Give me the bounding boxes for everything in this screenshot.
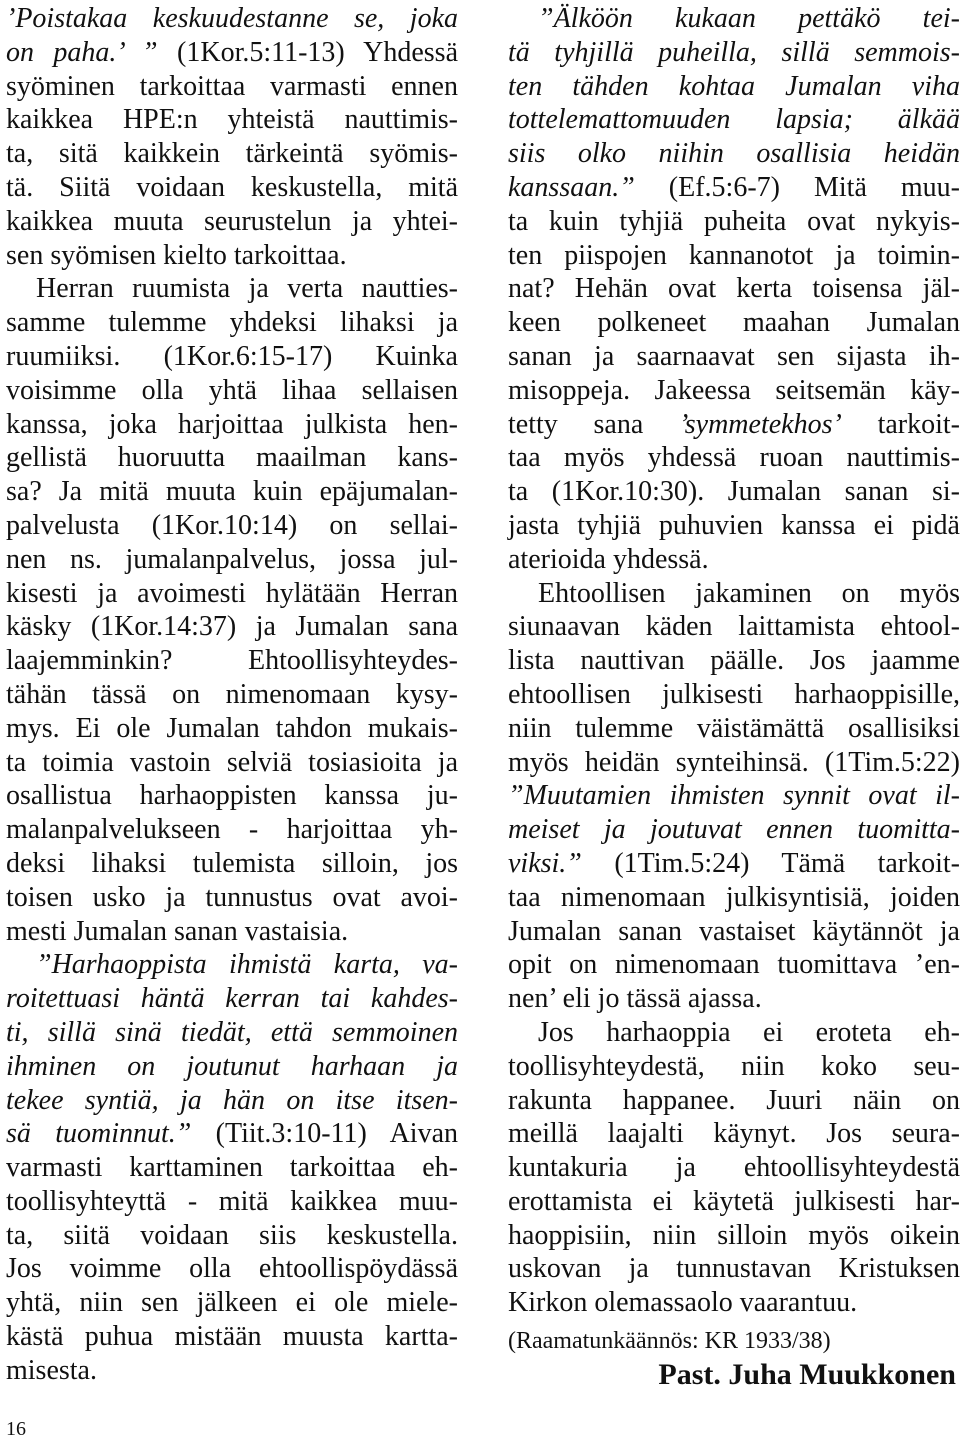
text-line: niin tulemme väistämättä osallisiksi <box>508 712 960 744</box>
text-line: mys. Ei ole Jumalan tahdon mukais- <box>6 712 458 744</box>
text-line: deksi lihaksi tulemista silloin, jos <box>6 847 458 879</box>
text-line: lista nauttivan päälle. Jos jaamme <box>508 645 960 677</box>
text-line: voisimme olla yhtä lihaa sellaisen <box>6 374 458 406</box>
right-column <box>508 2 960 1320</box>
left-column <box>6 2 458 1388</box>
text-line: ehtoollisen julkisesti harhaoppisille, <box>508 678 960 710</box>
text-line: Jos voimme olla ehtoollispöydässä <box>6 1253 458 1285</box>
text-line: viksi.” (1Tim.5:24) Tämä tarkoit- <box>508 847 960 879</box>
text-line: tä. Siitä voidaan keskustella, mitä <box>6 171 458 203</box>
text-line: gellistä huoruutta maailman kans- <box>6 442 458 474</box>
text-line: ta kuin tyhjiä puheita ovat nykyis- <box>508 205 960 237</box>
text-line: taa nimenomaan julkisyntisiä, joiden <box>508 881 960 913</box>
author-signature: Past. Juha Muukkonen <box>658 1358 956 1391</box>
text-line: Ehtoollisen jakaminen on myös <box>538 577 960 609</box>
text-line: ta, siitä voidaan siis keskustella. <box>6 1219 458 1251</box>
text-line: tähän tässä on nimenomaan kysy- <box>6 678 458 710</box>
text-line: ta, sitä kaikkein tärkeintä syömis- <box>6 138 458 170</box>
text-line: tekee syntiä, ja hän on itse itsen- <box>6 1084 458 1116</box>
text-line: nat? Hehän ovat kerta toisensa jäl- <box>508 273 960 305</box>
text-line: syöminen tarkoittaa varmasti ennen <box>6 70 458 102</box>
text-line: varmasti karttaminen tarkoittaa eh- <box>6 1152 458 1184</box>
text-line: Jos harhaoppia ei eroteta eh- <box>538 1016 960 1048</box>
page-number: 16 <box>6 1418 26 1440</box>
text-line: meiset ja joutuvat ennen tuomitta- <box>508 814 960 846</box>
text-line: sanan ja saarnaavat sen sijasta ih- <box>508 340 960 372</box>
text-line: malanpalvelukseen - harjoittaa yh- <box>6 814 458 846</box>
text-line: kuntakuria ja ehtoollisyhteydestä <box>508 1152 960 1184</box>
text-line: kästä puhua mistään muusta kartta- <box>6 1321 458 1353</box>
text-line: sen syömisen kielto tarkoittaa. <box>6 239 347 271</box>
text-line: kanssaan.” (Ef.5:6-7) Mitä muu- <box>508 171 960 203</box>
text-line: erottamista ei käytetä julkisesti har- <box>508 1185 960 1217</box>
text-line: laajemminkin? Ehtoollisyhteydes- <box>6 645 458 677</box>
text-line: sä tuominnut.” (Tiit.3:10-11) Aivan <box>6 1118 459 1150</box>
text-line: ’Poistakaa keskuudestanne se, joka <box>6 3 458 34</box>
text-line: ”Älköön kukaan pettäkö tei- <box>538 3 960 34</box>
text-line: mesti Jumalan sanan vastaisia. <box>6 915 349 947</box>
text-line: tottelemattomuuden lapsia; älkää <box>508 104 960 136</box>
text-line: nen ns. jumalanpalvelus, jossa jul- <box>6 543 458 575</box>
text-line: tä tyhjillä puheilla, sillä semmois- <box>508 36 960 68</box>
text-line: kanssa, joka harjoittaa julkista hen- <box>6 408 458 440</box>
text-line: toollisyhteydestä, niin koko seu- <box>508 1050 960 1082</box>
text-line: roitettuasi häntä kerran tai kahdes- <box>6 983 458 1015</box>
text-line: samme tulemme yhdeksi lihaksi ja <box>6 307 458 339</box>
text-line: käsky (1Kor.14:37) ja Jumalan sana <box>6 611 458 643</box>
text-line: haoppisiin, niin silloin myös oikein <box>508 1219 960 1251</box>
text-line: toollisyhteyttä - mitä kaikkea muu- <box>6 1185 458 1217</box>
text-line: ihminen on joutunut harhaan ja <box>6 1050 458 1082</box>
text-line: kaikkea HPE:n yhteistä nauttimis- <box>6 104 458 136</box>
text-line: jasta tyhjiä puhuvien kanssa ei pidä <box>508 509 960 541</box>
text-line: Herran ruumista ja verta nautties- <box>36 273 458 305</box>
text-line: ti, sillä sinä tiedät, että semmoinen <box>6 1016 458 1048</box>
text-line: sa? Ja mitä muuta kuin epäjumalan- <box>6 476 458 508</box>
text-line: ta (1Kor.10:30). Jumalan sanan si- <box>508 476 960 508</box>
text-line: siis olko niihin osallisia heidän <box>508 138 960 170</box>
text-line: ruumiiksi. (1Kor.6:15-17) Kuinka <box>6 340 458 372</box>
text-line: yhtä, niin sen jälkeen ei ole miele- <box>6 1287 458 1319</box>
text-line: Jumalan sanan vastaiset käytännöt ja <box>508 915 960 947</box>
translation-note: (Raamatunkäännös: KR 1933/38) <box>508 1328 831 1354</box>
text-line: toisen usko ja tunnustus ovat avoi- <box>6 881 458 913</box>
text-line: osallistua harhaoppisten kanssa ju- <box>6 780 458 812</box>
text-line: ten tähden kohtaa Jumalan viha <box>508 70 960 102</box>
text-line: Kirkon olemassaolo vaarantuu. <box>508 1287 858 1319</box>
text-line: ten piispojen kannanotot ja toimin- <box>508 239 960 271</box>
text-line: keen polkeneet maahan Jumalan <box>508 307 960 339</box>
text-line: kisesti ja avoimesti hylätään Herran <box>6 577 458 609</box>
text-line: ”Harhaoppista ihmistä karta, va- <box>36 949 458 981</box>
text-line: aterioida yhdessä. <box>508 543 709 575</box>
text-line: tetty sana ’symmetekhos’ tarkoit- <box>508 408 960 440</box>
text-line: on paha.’ ” (1Kor.5:11-13) Yhdessä <box>6 36 458 68</box>
text-line: kaikkea muuta seurustelun ja yhtei- <box>6 205 458 237</box>
text-line: ta toimia vastoin selviä tosiasioita ja <box>6 746 458 778</box>
text-line: palvelusta (1Kor.10:14) on sellai- <box>6 509 458 541</box>
text-line: opit on nimenomaan tuomittava ’en- <box>508 949 960 981</box>
text-line: meillä laajalti käynyt. Jos seura- <box>508 1118 960 1150</box>
text-line: rakunta happanee. Juuri näin on <box>508 1084 960 1116</box>
text-line: myös heidän synteihinsä. (1Tim.5:22) <box>508 746 960 778</box>
text-line: misesta. <box>6 1354 97 1386</box>
text-line: uskovan ja tunnustavan Kristuksen <box>508 1253 960 1285</box>
text-line: siunaavan käden laittamista ehtool- <box>508 611 960 643</box>
text-line: taa myös yhdessä ruoan nauttimis- <box>508 442 960 474</box>
text-line: misoppeja. Jakeessa seitsemän käy- <box>508 374 960 406</box>
text-line: ”Muutamien ihmisten synnit ovat il- <box>508 780 960 812</box>
text-line: nen’ eli jo tässä ajassa. <box>508 983 762 1015</box>
